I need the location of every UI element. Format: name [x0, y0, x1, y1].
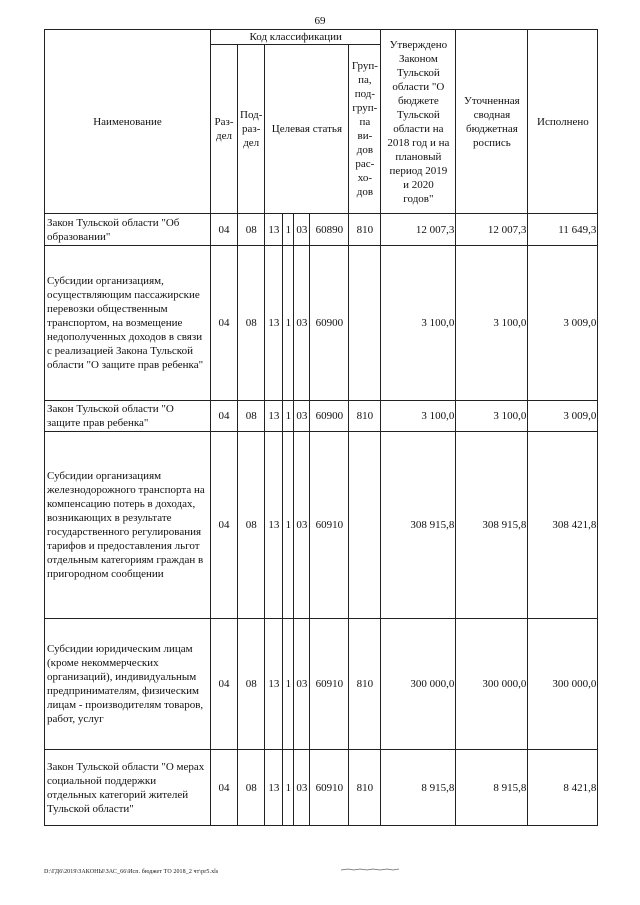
- row-refined: 300 000,0: [456, 619, 528, 750]
- row-executed: 308 421,8: [528, 432, 598, 619]
- row-razdel: 04: [211, 401, 238, 432]
- row-target-part-1: 13: [265, 246, 283, 401]
- row-executed: 3 009,0: [528, 246, 598, 401]
- row-refined: 8 915,8: [456, 750, 528, 826]
- row-target-part-1: 13: [265, 214, 283, 246]
- row-target-part-3: 03: [294, 750, 310, 826]
- row-target-part-3: 03: [294, 432, 310, 619]
- row-refined: 3 100,0: [456, 246, 528, 401]
- header-classification-code: Код классификации: [211, 30, 381, 45]
- row-razdel: 04: [211, 246, 238, 401]
- row-refined: 308 915,8: [456, 432, 528, 619]
- row-target-part-4: 60900: [310, 246, 349, 401]
- row-name: Субсидии организациям железнодорожного транспорта на компенсацию потерь в доходах, возникающих в результате государственного регулирования тарифов и предоставления льгот отдельным категориям граждан в пригородном сообщении: [45, 432, 211, 619]
- row-name: Субсидии организациям, осуществляющим пассажирские перевозки общественным транспортом, на возмещение недополученных доходов в связи с реализацией Закона Тульской области "О защите прав ребенка": [45, 246, 211, 401]
- row-refined: 3 100,0: [456, 401, 528, 432]
- row-razdel: 04: [211, 750, 238, 826]
- row-group: [349, 246, 381, 401]
- row-podrazdel: 08: [238, 619, 265, 750]
- table-row: [45, 214, 598, 246]
- row-approved: 3 100,0: [381, 401, 456, 432]
- row-target-part-3: 03: [294, 401, 310, 432]
- row-executed: 3 009,0: [528, 401, 598, 432]
- row-group: 810: [349, 214, 381, 246]
- row-executed: 11 649,3: [528, 214, 598, 246]
- table-row: [45, 432, 598, 619]
- row-target-part-2: 1: [283, 750, 294, 826]
- row-razdel: 04: [211, 432, 238, 619]
- row-podrazdel: 08: [238, 246, 265, 401]
- row-name: Субсидии юридическим лицам (кроме некоммерческих организаций), индивидуальным предпринимателям, физическим лицам - производителям товаров, работ, услуг: [45, 619, 211, 750]
- row-executed: 300 000,0: [528, 619, 598, 750]
- table-row: [45, 246, 598, 401]
- budget-table: [44, 29, 598, 826]
- row-approved: 3 100,0: [381, 246, 456, 401]
- row-name: Закон Тульской области "Об образовании": [45, 214, 211, 246]
- header-executed: Исполнено: [528, 30, 598, 214]
- row-name: Закон Тульской области "О защите прав ребенка": [45, 401, 211, 432]
- footer-file-path: D:\ГД6\2019\ЗАКОНЫ\ЗАС_66\Исп. бюджет ТО 2018_2 чт\pr5.xls: [44, 869, 219, 875]
- row-refined: 12 007,3: [456, 214, 528, 246]
- row-razdel: 04: [211, 214, 238, 246]
- row-target-part-1: 13: [265, 619, 283, 750]
- row-group: 810: [349, 401, 381, 432]
- header-approved: Утверждено Законом Тульской области "О бюджете Тульской области на 2018 год и на плановый период 2019 и 2020 годов": [381, 30, 456, 214]
- row-group: 810: [349, 750, 381, 826]
- row-podrazdel: 08: [238, 432, 265, 619]
- row-target-part-2: 1: [283, 214, 294, 246]
- row-podrazdel: 08: [238, 214, 265, 246]
- row-executed: 8 421,8: [528, 750, 598, 826]
- row-target-part-1: 13: [265, 750, 283, 826]
- row-target-part-4: 60910: [310, 750, 349, 826]
- header-target-article: Целевая статья: [265, 45, 349, 214]
- row-podrazdel: 08: [238, 401, 265, 432]
- header-podrazdel: Под- раз- дел: [238, 45, 265, 214]
- row-approved: 8 915,8: [381, 750, 456, 826]
- row-target-part-4: 60910: [310, 432, 349, 619]
- row-podrazdel: 08: [238, 750, 265, 826]
- table-row: [45, 619, 598, 750]
- row-approved: 12 007,3: [381, 214, 456, 246]
- row-target-part-4: 60910: [310, 619, 349, 750]
- header-group: Груп- па, под- груп- па ви- дов рас- хо- дов: [349, 45, 381, 214]
- handwritten-mark: [340, 866, 400, 872]
- row-group: 810: [349, 619, 381, 750]
- row-target-part-2: 1: [283, 432, 294, 619]
- row-target-part-1: 13: [265, 401, 283, 432]
- row-target-part-2: 1: [283, 619, 294, 750]
- table-row: [45, 401, 598, 432]
- page-number: 69: [314, 15, 326, 27]
- header-razdel: Раз- дел: [211, 45, 238, 214]
- row-target-part-4: 60900: [310, 401, 349, 432]
- header-name: Наименование: [45, 30, 211, 214]
- row-target-part-3: 03: [294, 246, 310, 401]
- row-name: Закон Тульской области "О мерах социальной поддержки отдельных категорий жителей Тульской области": [45, 750, 211, 826]
- row-target-part-4: 60890: [310, 214, 349, 246]
- row-group: [349, 432, 381, 619]
- header-refined: Уточненная сводная бюджетная роспись: [456, 30, 528, 214]
- row-target-part-1: 13: [265, 432, 283, 619]
- row-target-part-3: 03: [294, 214, 310, 246]
- row-approved: 300 000,0: [381, 619, 456, 750]
- row-razdel: 04: [211, 619, 238, 750]
- header-row-top: [45, 30, 598, 45]
- row-approved: 308 915,8: [381, 432, 456, 619]
- table-row: [45, 750, 598, 826]
- row-target-part-3: 03: [294, 619, 310, 750]
- row-target-part-2: 1: [283, 401, 294, 432]
- row-target-part-2: 1: [283, 246, 294, 401]
